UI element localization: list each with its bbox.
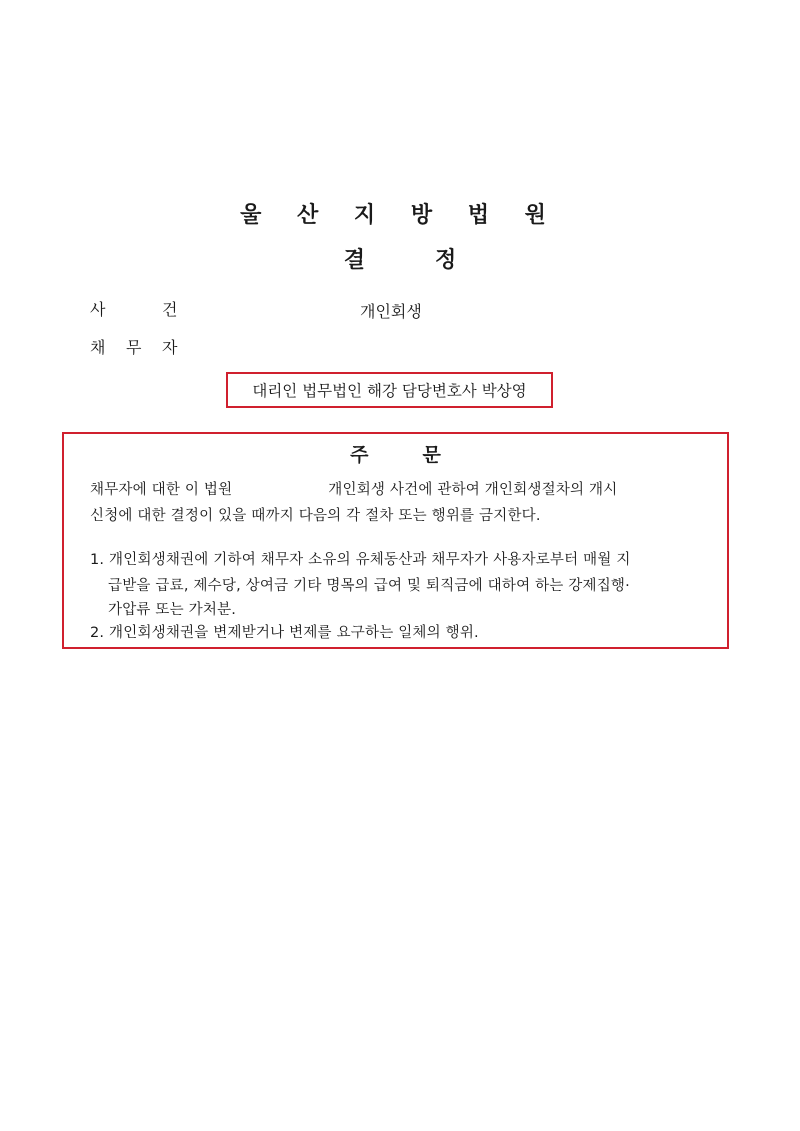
case-value: 개인회생: [360, 302, 422, 321]
agent-text: 대리인 법무법인 해강 담당변호사 박상영: [252, 382, 527, 400]
court-name: 울 산 지 방 법 원: [240, 203, 560, 228]
order-item-1-line-2: 급받을 급료, 제수당, 상여금 기타 명목의 급여 및 퇴직금에 대하여 하는 강제집행·: [108, 578, 630, 594]
order-item-1-line-3: 가압류 또는 가처분.: [108, 602, 237, 618]
order-title: 주 문: [350, 444, 441, 466]
agent-highlight-box: [226, 372, 553, 408]
order-intro-line-1: 채무자에 대한 이 법원 개인회생 사건에 관하여 개인회생절차의 개시: [90, 482, 618, 498]
document-type-char-2: 정: [435, 248, 457, 273]
document-type-title: [0, 243, 800, 274]
order-intro-line-2: 신청에 대한 결정이 있을 때까지 다음의 각 절차 또는 행위를 금지한다.: [90, 508, 541, 524]
case-label: 사 건: [90, 300, 178, 319]
document-type-char-1: 결: [343, 248, 365, 273]
order-highlight-box: [62, 432, 729, 649]
order-item-1-line-1: 1. 개인회생채권에 기하여 채무자 소유의 유체동산과 채무자가 사용자로부터 매월 지: [90, 552, 631, 568]
order-item-2-line-1: 2. 개인회생채권을 변제받거나 변제를 요구하는 일체의 행위.: [90, 625, 479, 641]
debtor-label: 채 무 자: [90, 338, 178, 357]
